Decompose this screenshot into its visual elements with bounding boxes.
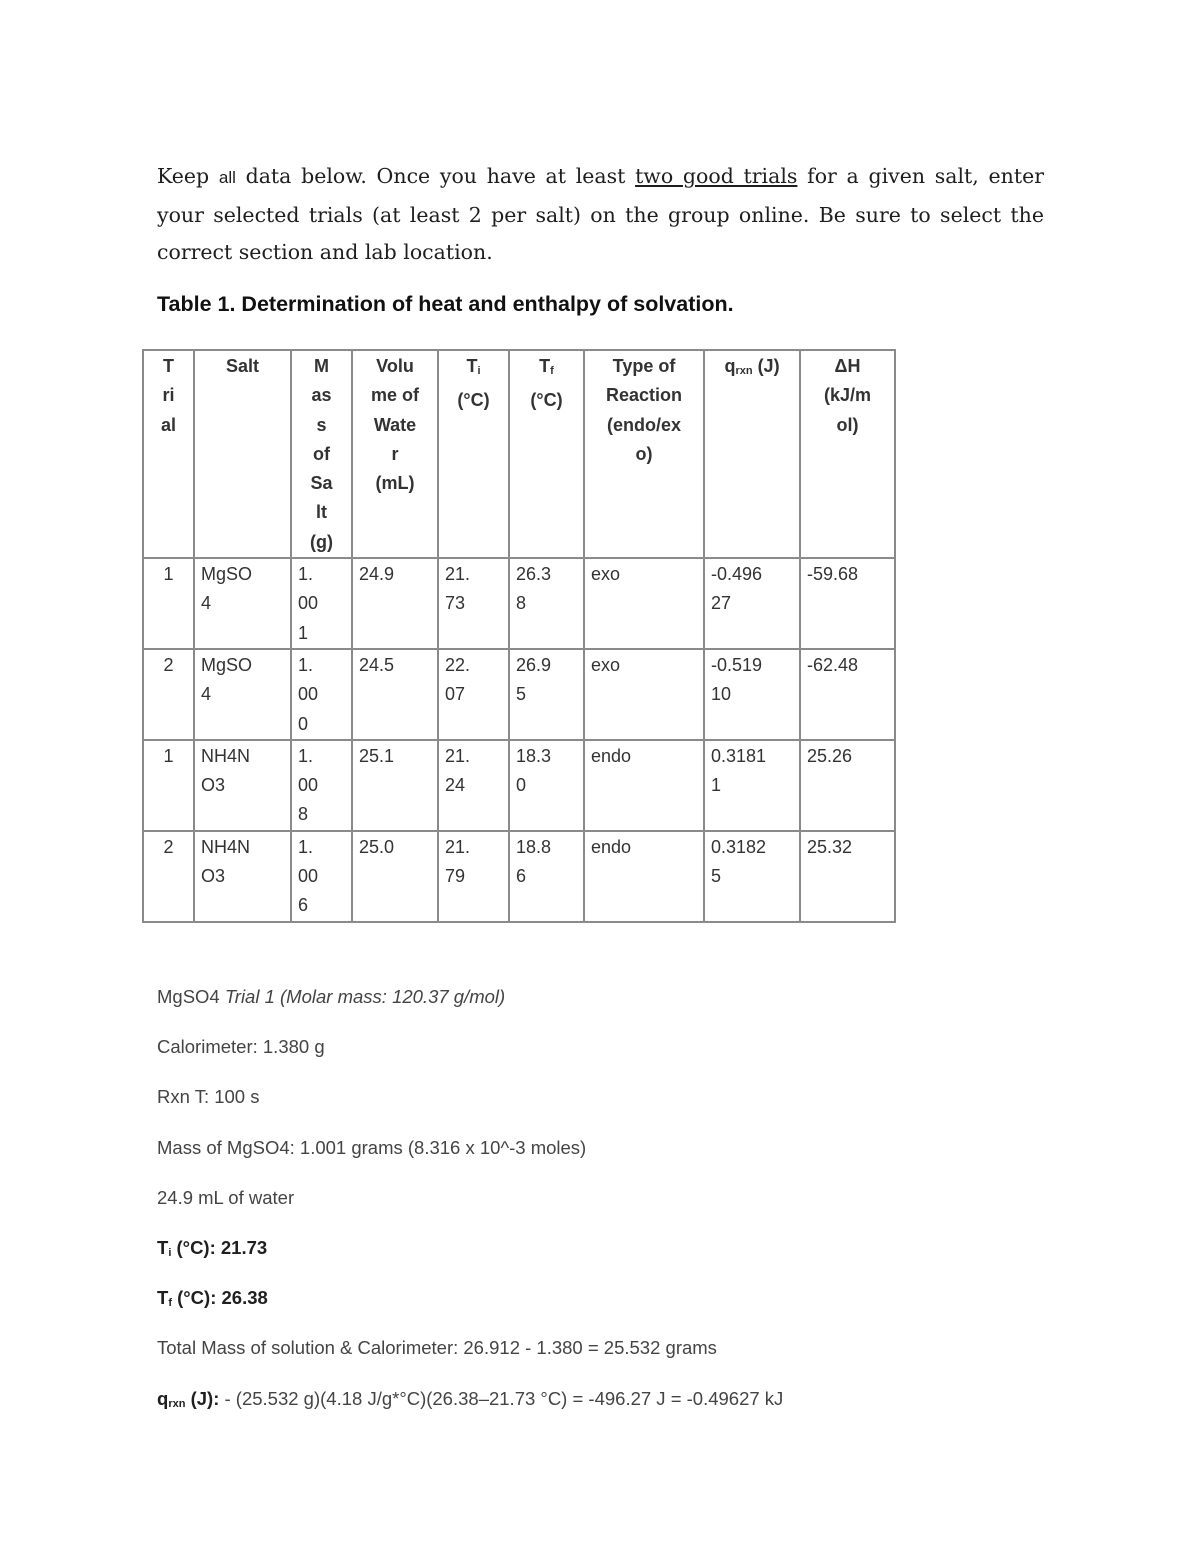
- table-header-row: [143, 350, 895, 558]
- cell-mass: [291, 649, 352, 740]
- cell-line: 0: [298, 713, 309, 734]
- cell-line: Sa: [310, 473, 333, 494]
- cell-line: 10: [711, 684, 732, 705]
- cell-line: as: [311, 385, 332, 406]
- cell-line: 6: [516, 866, 527, 887]
- cell-line: O3: [201, 775, 226, 796]
- cell-tf: [509, 649, 584, 740]
- cell-line: 18.3: [516, 745, 552, 766]
- cell-mass: [291, 558, 352, 649]
- cell-salt: [194, 740, 291, 831]
- cell-q: [704, 740, 800, 831]
- cell-trial: 1: [143, 740, 194, 831]
- cell-mass: [291, 831, 352, 922]
- cell-line: o): [635, 443, 653, 464]
- cell-line: 73: [445, 593, 466, 614]
- cell-line: 8: [516, 593, 527, 614]
- cell-line: 1.: [298, 564, 314, 585]
- intro-text: Keep: [157, 164, 219, 188]
- cell-line: 1.: [298, 745, 314, 766]
- cell-dh: 25.26: [800, 740, 895, 831]
- cell-trial: 2: [143, 831, 194, 922]
- cell-line: 6: [298, 895, 309, 916]
- cell-ti: [438, 740, 509, 831]
- intro-text: for a given salt, enter your selected trials (at least 2 per salt) on the group online. Be sure to select the correct section and lab location.: [157, 164, 1044, 264]
- header-ti: Ti (°C): [438, 350, 509, 558]
- cell-dh: -62.48: [800, 649, 895, 740]
- cell-volume: 25.0: [352, 831, 438, 922]
- cell-line: 0.3182: [711, 836, 767, 857]
- cell-line: M: [314, 356, 329, 376]
- cell-mass: [291, 740, 352, 831]
- header-salt: [194, 350, 291, 558]
- notes-calorimeter: Calorimeter: 1.380 g: [157, 1036, 325, 1058]
- cell-line: 4: [201, 593, 212, 614]
- table-row: [143, 649, 895, 740]
- cell-line: 21.: [445, 564, 471, 585]
- cell-line: (endo/ex: [606, 414, 681, 435]
- cell-type: exo: [584, 558, 704, 649]
- cell-tf: [509, 740, 584, 831]
- cell-volume: 24.5: [352, 649, 438, 740]
- cell-line: 00: [298, 866, 319, 887]
- cell-line: 1: [298, 622, 309, 643]
- cell-ti: [438, 649, 509, 740]
- cell-line: s: [316, 414, 327, 435]
- cell-trial: 2: [143, 649, 194, 740]
- cell-line: 5: [516, 684, 527, 705]
- cell-line: ΔH: [834, 356, 861, 376]
- cell-line: 00: [298, 775, 319, 796]
- intro-text: data below. Once you have at least: [235, 164, 636, 188]
- cell-line: me of: [370, 385, 419, 406]
- cell-ti: [438, 831, 509, 922]
- cell-line: Wate: [373, 414, 417, 435]
- cell-line: 26.9: [516, 654, 552, 675]
- cell-line: 1.: [298, 836, 314, 857]
- cell-line: 4: [201, 684, 212, 705]
- cell-line: 21.: [445, 745, 471, 766]
- header-volume: [352, 350, 438, 558]
- cell-line: T: [163, 356, 174, 376]
- cell-line: Salt: [225, 356, 259, 376]
- cell-line: NH4N: [201, 836, 251, 857]
- header-trial: [143, 350, 194, 558]
- table-row: [143, 558, 895, 649]
- instructions-paragraph: [157, 158, 1044, 272]
- cell-type: exo: [584, 649, 704, 740]
- cell-line: 8: [298, 804, 309, 825]
- cell-line: (kJ/m: [823, 385, 872, 406]
- header-tf: Tf (°C): [509, 350, 584, 558]
- table-title: Table 1. Determination of heat and enthalpy of solvation.: [157, 292, 734, 316]
- cell-line: 26.3: [516, 564, 552, 585]
- cell-line: 79: [445, 866, 466, 887]
- cell-line: 5: [711, 866, 722, 887]
- cell-ti: [438, 558, 509, 649]
- cell-line: 27: [711, 593, 732, 614]
- cell-line: (g): [310, 531, 333, 552]
- cell-type: endo: [584, 740, 704, 831]
- cell-line: Type of: [612, 356, 676, 376]
- header-reaction-type: [584, 350, 704, 558]
- enthalpy-table: [142, 349, 896, 923]
- cell-line: lt: [316, 502, 327, 523]
- cell-volume: 25.1: [352, 740, 438, 831]
- cell-line: 24: [445, 775, 466, 796]
- cell-line: ol): [836, 414, 859, 435]
- cell-line: Volu: [376, 356, 414, 376]
- cell-q: [704, 558, 800, 649]
- notes-rxn-time: Rxn T: 100 s: [157, 1086, 260, 1108]
- cell-salt: [194, 831, 291, 922]
- cell-line: MgSO: [201, 654, 253, 675]
- cell-line: 21.: [445, 836, 471, 857]
- header-dh: [800, 350, 895, 558]
- cell-salt: [194, 649, 291, 740]
- cell-trial: 1: [143, 558, 194, 649]
- cell-line: (mL): [375, 473, 415, 494]
- cell-salt: [194, 558, 291, 649]
- cell-line: -0.496: [711, 564, 763, 585]
- cell-dh: 25.32: [800, 831, 895, 922]
- header-mass: [291, 350, 352, 558]
- cell-line: 0: [516, 775, 527, 796]
- cell-tf: [509, 558, 584, 649]
- cell-type: endo: [584, 831, 704, 922]
- cell-tf: [509, 831, 584, 922]
- cell-line: ri: [162, 385, 175, 406]
- cell-line: 22.: [445, 654, 471, 675]
- table-row: [143, 831, 895, 922]
- calculation-notes: [157, 984, 1057, 1436]
- cell-dh: -59.68: [800, 558, 895, 649]
- notes-q-calc: qrxn (J): - (25.532 g)(4.18 J/g*°C)(26.38–21.73 °C) = -496.27 J = -0.49627 kJ: [157, 1387, 784, 1410]
- cell-line: -0.519: [711, 654, 763, 675]
- notes-tf: Tf (°C): 26.38: [157, 1287, 268, 1310]
- notes-mass: Mass of MgSO4: 1.001 grams (8.316 x 10^-3 moles): [157, 1136, 587, 1158]
- cell-line: 07: [445, 684, 466, 705]
- cell-q: [704, 831, 800, 922]
- cell-line: 00: [298, 684, 319, 705]
- cell-line: al: [160, 414, 176, 435]
- notes-ti: Ti (°C): 21.73: [157, 1236, 268, 1259]
- cell-line: 18.8: [516, 836, 552, 857]
- cell-line: 1: [711, 775, 722, 796]
- cell-line: 0.3181: [711, 745, 767, 766]
- cell-line: Reaction: [605, 385, 683, 406]
- notes-heading: MgSO4 Trial 1 (Molar mass: 120.37 g/mol): [157, 986, 506, 1007]
- cell-line: r: [391, 443, 399, 464]
- cell-line: NH4N: [201, 745, 251, 766]
- notes-total-mass: Total Mass of solution & Calorimeter: 26.912 - 1.380 = 25.532 grams: [157, 1337, 717, 1359]
- cell-line: 00: [298, 593, 319, 614]
- cell-volume: 24.9: [352, 558, 438, 649]
- cell-line: 1.: [298, 654, 314, 675]
- intro-underlined-text: two good trials: [635, 164, 798, 188]
- cell-line: O3: [201, 866, 226, 887]
- table-row: [143, 740, 895, 831]
- cell-line: of: [313, 443, 330, 464]
- notes-water: 24.9 mL of water: [157, 1186, 295, 1208]
- header-q: qrxn (J): [704, 350, 800, 558]
- cell-line: MgSO: [201, 564, 253, 585]
- intro-text-all: all: [218, 168, 236, 187]
- cell-q: [704, 649, 800, 740]
